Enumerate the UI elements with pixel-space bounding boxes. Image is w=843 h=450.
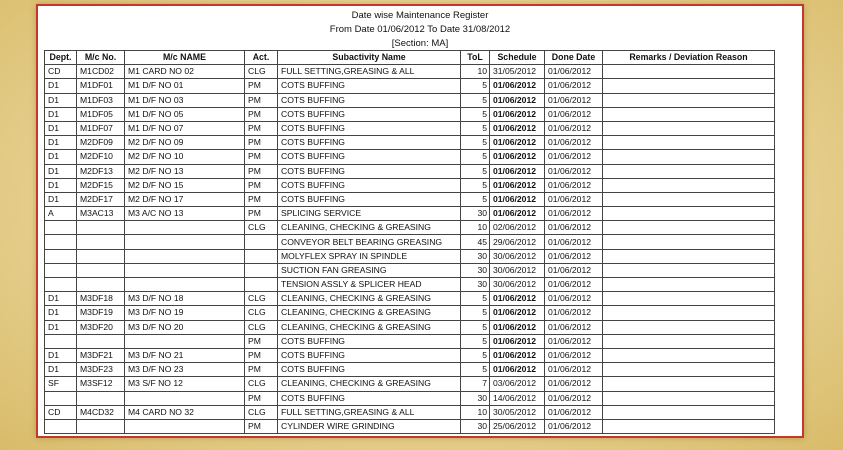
cell-act	[245, 235, 278, 249]
cell-mc-no: M3AC13	[77, 207, 125, 221]
cell-done-date: 01/06/2012	[545, 121, 603, 135]
cell-mc-name	[125, 334, 245, 348]
cell-mc-name: M3 D/F NO 20	[125, 320, 245, 334]
cell-schedule: 30/05/2012	[490, 405, 545, 419]
cell-mc-no: M3DF21	[77, 348, 125, 362]
cell-dept: D1	[45, 121, 77, 135]
cell-mc-no	[77, 235, 125, 249]
table-row	[45, 306, 775, 320]
cell-tol: 5	[461, 192, 490, 206]
cell-remarks	[603, 178, 775, 192]
cell-done-date: 01/06/2012	[545, 334, 603, 348]
cell-dept	[45, 334, 77, 348]
cell-remarks	[603, 334, 775, 348]
cell-tol: 5	[461, 178, 490, 192]
cell-tol: 5	[461, 79, 490, 93]
cell-subactivity: COTS BUFFING	[278, 136, 461, 150]
cell-subactivity: COTS BUFFING	[278, 164, 461, 178]
cell-mc-no: M3DF18	[77, 292, 125, 306]
section-label: [Section: MA]	[391, 38, 449, 49]
cell-subactivity: SPLICING SERVICE	[278, 207, 461, 221]
cell-tol: 30	[461, 249, 490, 263]
table-row	[45, 391, 775, 405]
cell-subactivity: COTS BUFFING	[278, 391, 461, 405]
cell-subactivity: COTS BUFFING	[278, 79, 461, 93]
cell-act: PM	[245, 79, 278, 93]
cell-mc-no	[77, 221, 125, 235]
col-header-remarks: Remarks / Deviation Reason	[603, 51, 775, 65]
cell-schedule: 31/05/2012	[490, 65, 545, 79]
cell-done-date: 01/06/2012	[545, 278, 603, 292]
table-header-row	[45, 51, 775, 65]
cell-subactivity: COTS BUFFING	[278, 334, 461, 348]
cell-tol: 30	[461, 207, 490, 221]
cell-schedule: 29/06/2012	[490, 235, 545, 249]
cell-schedule: 01/06/2012	[490, 150, 545, 164]
cell-act: PM	[245, 164, 278, 178]
cell-subactivity: COTS BUFFING	[278, 192, 461, 206]
cell-dept	[45, 249, 77, 263]
cell-subactivity: CLEANING, CHECKING & GREASING	[278, 292, 461, 306]
cell-mc-no	[77, 391, 125, 405]
cell-tol: 5	[461, 348, 490, 362]
cell-mc-name: M2 D/F NO 13	[125, 164, 245, 178]
cell-tol: 30	[461, 419, 490, 433]
cell-mc-no: M1DF01	[77, 79, 125, 93]
cell-schedule: 01/06/2012	[490, 121, 545, 135]
cell-subactivity: MOLYFLEX SPRAY IN SPINDLE	[278, 249, 461, 263]
table-row	[45, 79, 775, 93]
table-row	[45, 405, 775, 419]
cell-act: CLG	[245, 320, 278, 334]
cell-mc-name: M3 D/F NO 23	[125, 363, 245, 377]
cell-done-date: 01/06/2012	[545, 363, 603, 377]
cell-remarks	[603, 136, 775, 150]
cell-subactivity: FULL SETTING,GREASING & ALL	[278, 65, 461, 79]
cell-done-date: 01/06/2012	[545, 221, 603, 235]
cell-mc-name: M3 D/F NO 21	[125, 348, 245, 362]
cell-dept	[45, 278, 77, 292]
cell-act: CLG	[245, 405, 278, 419]
cell-mc-no: M1DF03	[77, 93, 125, 107]
cell-mc-name: M2 D/F NO 15	[125, 178, 245, 192]
cell-schedule: 03/06/2012	[490, 377, 545, 391]
cell-subactivity: CLEANING, CHECKING & GREASING	[278, 306, 461, 320]
cell-act: CLG	[245, 221, 278, 235]
cell-tol: 30	[461, 391, 490, 405]
cell-act: PM	[245, 178, 278, 192]
cell-mc-no: M3SF12	[77, 377, 125, 391]
cell-act: PM	[245, 207, 278, 221]
cell-done-date: 01/06/2012	[545, 207, 603, 221]
cell-tol: 45	[461, 235, 490, 249]
cell-tol: 5	[461, 93, 490, 107]
cell-subactivity: COTS BUFFING	[278, 150, 461, 164]
cell-remarks	[603, 107, 775, 121]
cell-remarks	[603, 249, 775, 263]
table-row	[45, 121, 775, 135]
cell-mc-name: M3 D/F NO 18	[125, 292, 245, 306]
cell-mc-name	[125, 235, 245, 249]
cell-mc-name	[125, 391, 245, 405]
cell-remarks	[603, 419, 775, 433]
cell-remarks	[603, 320, 775, 334]
cell-schedule: 01/06/2012	[490, 348, 545, 362]
cell-mc-no	[77, 334, 125, 348]
cell-subactivity: CYLINDER WIRE GRINDING	[278, 419, 461, 433]
col-header-schedule: Schedule	[490, 51, 545, 65]
cell-mc-no: M2DF10	[77, 150, 125, 164]
cell-done-date: 01/06/2012	[545, 306, 603, 320]
cell-schedule: 01/06/2012	[490, 292, 545, 306]
table-row	[45, 107, 775, 121]
col-header-mc-name: M/c NAME	[125, 51, 245, 65]
cell-act: PM	[245, 150, 278, 164]
col-header-dept: Dept.	[45, 51, 77, 65]
cell-mc-no	[77, 278, 125, 292]
col-header-mc-no: M/c No.	[77, 51, 125, 65]
table-row	[45, 278, 775, 292]
cell-subactivity: COTS BUFFING	[278, 121, 461, 135]
cell-dept	[45, 419, 77, 433]
cell-subactivity: CLEANING, CHECKING & GREASING	[278, 377, 461, 391]
cell-done-date: 01/06/2012	[545, 348, 603, 362]
cell-subactivity: FULL SETTING,GREASING & ALL	[278, 405, 461, 419]
cell-act: PM	[245, 121, 278, 135]
cell-tol: 5	[461, 334, 490, 348]
table-row	[45, 363, 775, 377]
cell-remarks	[603, 405, 775, 419]
cell-dept: D1	[45, 136, 77, 150]
cell-done-date: 01/06/2012	[545, 178, 603, 192]
cell-act: PM	[245, 391, 278, 405]
cell-schedule: 01/06/2012	[490, 107, 545, 121]
cell-act: PM	[245, 107, 278, 121]
cell-act: CLG	[245, 377, 278, 391]
cell-subactivity: COTS BUFFING	[278, 178, 461, 192]
cell-remarks	[603, 150, 775, 164]
cell-remarks	[603, 207, 775, 221]
cell-dept: A	[45, 207, 77, 221]
cell-dept: D1	[45, 107, 77, 121]
cell-mc-name	[125, 263, 245, 277]
cell-mc-no: M1DF07	[77, 121, 125, 135]
cell-dept: D1	[45, 79, 77, 93]
cell-mc-name: M2 D/F NO 10	[125, 150, 245, 164]
cell-schedule: 01/06/2012	[490, 320, 545, 334]
cell-act: PM	[245, 419, 278, 433]
cell-mc-name: M1 D/F NO 03	[125, 93, 245, 107]
maintenance-register-sheet	[36, 4, 804, 438]
cell-dept: D1	[45, 320, 77, 334]
cell-schedule: 01/06/2012	[490, 306, 545, 320]
table-row	[45, 136, 775, 150]
cell-schedule: 25/06/2012	[490, 419, 545, 433]
cell-remarks	[603, 278, 775, 292]
cell-schedule: 01/06/2012	[490, 93, 545, 107]
cell-tol: 5	[461, 363, 490, 377]
cell-done-date: 01/06/2012	[545, 377, 603, 391]
cell-schedule: 01/06/2012	[490, 79, 545, 93]
cell-act: CLG	[245, 65, 278, 79]
cell-subactivity: COTS BUFFING	[278, 363, 461, 377]
cell-act: PM	[245, 348, 278, 362]
table-row	[45, 377, 775, 391]
col-header-tol: ToL	[461, 51, 490, 65]
cell-act: CLG	[245, 306, 278, 320]
cell-tol: 5	[461, 107, 490, 121]
col-header-subactivity: Subactivity Name	[278, 51, 461, 65]
cell-mc-no	[77, 419, 125, 433]
cell-schedule: 30/06/2012	[490, 249, 545, 263]
cell-dept: D1	[45, 363, 77, 377]
cell-done-date: 01/06/2012	[545, 405, 603, 419]
cell-schedule: 30/06/2012	[490, 263, 545, 277]
cell-schedule: 01/06/2012	[490, 207, 545, 221]
cell-mc-no: M1DF05	[77, 107, 125, 121]
cell-subactivity: CLEANING, CHECKING & GREASING	[278, 320, 461, 334]
cell-remarks	[603, 164, 775, 178]
cell-done-date: 01/06/2012	[545, 263, 603, 277]
cell-mc-no: M1CD02	[77, 65, 125, 79]
table-row	[45, 164, 775, 178]
cell-schedule: 01/06/2012	[490, 164, 545, 178]
cell-dept	[45, 221, 77, 235]
col-header-done-date: Done Date	[545, 51, 603, 65]
cell-mc-no: M3DF19	[77, 306, 125, 320]
cell-remarks	[603, 235, 775, 249]
table-body	[45, 65, 775, 434]
cell-mc-no: M4CD32	[77, 405, 125, 419]
cell-remarks	[603, 377, 775, 391]
cell-done-date: 01/06/2012	[545, 391, 603, 405]
cell-subactivity: COTS BUFFING	[278, 107, 461, 121]
cell-tol: 5	[461, 121, 490, 135]
table-row	[45, 93, 775, 107]
cell-schedule: 01/06/2012	[490, 334, 545, 348]
cell-schedule: 30/06/2012	[490, 278, 545, 292]
cell-dept: D1	[45, 306, 77, 320]
cell-remarks	[603, 263, 775, 277]
cell-mc-name: M3 S/F NO 12	[125, 377, 245, 391]
cell-tol: 5	[461, 164, 490, 178]
cell-dept	[45, 391, 77, 405]
cell-subactivity: CONVEYOR BELT BEARING GREASING	[278, 235, 461, 249]
cell-remarks	[603, 65, 775, 79]
cell-remarks	[603, 306, 775, 320]
cell-mc-name: M2 D/F NO 17	[125, 192, 245, 206]
cell-tol: 5	[461, 292, 490, 306]
cell-act: PM	[245, 136, 278, 150]
cell-mc-no: M3DF23	[77, 363, 125, 377]
cell-subactivity: CLEANING, CHECKING & GREASING	[278, 221, 461, 235]
cell-subactivity: COTS BUFFING	[278, 348, 461, 362]
cell-act: PM	[245, 93, 278, 107]
table-row	[45, 207, 775, 221]
cell-dept: CD	[45, 405, 77, 419]
cell-done-date: 01/06/2012	[545, 93, 603, 107]
cell-mc-name: M1 CARD NO 02	[125, 65, 245, 79]
cell-done-date: 01/06/2012	[545, 150, 603, 164]
cell-done-date: 01/06/2012	[545, 249, 603, 263]
cell-remarks	[603, 121, 775, 135]
cell-remarks	[603, 292, 775, 306]
cell-remarks	[603, 363, 775, 377]
cell-done-date: 01/06/2012	[545, 192, 603, 206]
table-row	[45, 249, 775, 263]
cell-subactivity: TENSION ASSLY & SPLICER HEAD	[278, 278, 461, 292]
cell-tol: 7	[461, 377, 490, 391]
cell-mc-name: M2 D/F NO 09	[125, 136, 245, 150]
cell-act: PM	[245, 192, 278, 206]
cell-mc-name	[125, 249, 245, 263]
table-row	[45, 221, 775, 235]
cell-done-date: 01/06/2012	[545, 65, 603, 79]
cell-dept: D1	[45, 292, 77, 306]
cell-done-date: 01/06/2012	[545, 107, 603, 121]
cell-remarks	[603, 391, 775, 405]
cell-tol: 5	[461, 306, 490, 320]
cell-dept: D1	[45, 150, 77, 164]
cell-act: CLG	[245, 292, 278, 306]
table-row	[45, 320, 775, 334]
maintenance-table	[44, 50, 775, 434]
cell-dept: D1	[45, 164, 77, 178]
cell-tol: 30	[461, 278, 490, 292]
cell-done-date: 01/06/2012	[545, 164, 603, 178]
cell-done-date: 01/06/2012	[545, 235, 603, 249]
table-row	[45, 334, 775, 348]
cell-mc-no	[77, 263, 125, 277]
cell-mc-name: M4 CARD NO 32	[125, 405, 245, 419]
cell-remarks	[603, 79, 775, 93]
cell-tol: 30	[461, 263, 490, 277]
cell-dept: D1	[45, 192, 77, 206]
table-row	[45, 192, 775, 206]
table-row	[45, 263, 775, 277]
cell-act: PM	[245, 363, 278, 377]
cell-dept: CD	[45, 65, 77, 79]
cell-dept: SF	[45, 377, 77, 391]
table-row	[45, 178, 775, 192]
cell-remarks	[603, 221, 775, 235]
cell-done-date: 01/06/2012	[545, 320, 603, 334]
cell-schedule: 14/06/2012	[490, 391, 545, 405]
cell-mc-name: M1 D/F NO 05	[125, 107, 245, 121]
cell-act	[245, 278, 278, 292]
table-row	[45, 419, 775, 433]
cell-tol: 5	[461, 150, 490, 164]
cell-act: PM	[245, 334, 278, 348]
cell-mc-name	[125, 278, 245, 292]
cell-mc-no: M2DF15	[77, 178, 125, 192]
cell-schedule: 01/06/2012	[490, 192, 545, 206]
cell-mc-name: M1 D/F NO 07	[125, 121, 245, 135]
cell-remarks	[603, 192, 775, 206]
cell-act	[245, 249, 278, 263]
cell-done-date: 01/06/2012	[545, 136, 603, 150]
cell-mc-no: M2DF17	[77, 192, 125, 206]
cell-remarks	[603, 348, 775, 362]
cell-dept: D1	[45, 178, 77, 192]
cell-mc-name: M3 A/C NO 13	[125, 207, 245, 221]
table-row	[45, 150, 775, 164]
cell-done-date: 01/06/2012	[545, 79, 603, 93]
cell-dept: D1	[45, 93, 77, 107]
cell-mc-name	[125, 221, 245, 235]
col-header-act: Act.	[245, 51, 278, 65]
cell-mc-name: M3 D/F NO 19	[125, 306, 245, 320]
cell-tol: 5	[461, 136, 490, 150]
cell-mc-no	[77, 249, 125, 263]
table-row	[45, 292, 775, 306]
cell-subactivity: SUCTION FAN GREASING	[278, 263, 461, 277]
table-row	[45, 348, 775, 362]
cell-act	[245, 263, 278, 277]
cell-dept	[45, 263, 77, 277]
cell-mc-no: M2DF09	[77, 136, 125, 150]
cell-schedule: 02/06/2012	[490, 221, 545, 235]
cell-schedule: 01/06/2012	[490, 136, 545, 150]
cell-dept: D1	[45, 348, 77, 362]
cell-subactivity: COTS BUFFING	[278, 93, 461, 107]
cell-mc-name	[125, 419, 245, 433]
cell-mc-no: M3DF20	[77, 320, 125, 334]
table-row	[45, 235, 775, 249]
cell-tol: 10	[461, 65, 490, 79]
cell-dept	[45, 235, 77, 249]
table-row	[45, 65, 775, 79]
cell-schedule: 01/06/2012	[490, 178, 545, 192]
cell-tol: 10	[461, 221, 490, 235]
cell-done-date: 01/06/2012	[545, 419, 603, 433]
date-range: From Date 01/06/2012 To Date 31/08/2012	[329, 24, 511, 35]
register-title: Date wise Maintenance Register	[351, 10, 489, 21]
cell-mc-name: M1 D/F NO 01	[125, 79, 245, 93]
cell-remarks	[603, 93, 775, 107]
cell-mc-no: M2DF13	[77, 164, 125, 178]
cell-schedule: 01/06/2012	[490, 363, 545, 377]
cell-tol: 5	[461, 320, 490, 334]
cell-done-date: 01/06/2012	[545, 292, 603, 306]
cell-tol: 10	[461, 405, 490, 419]
